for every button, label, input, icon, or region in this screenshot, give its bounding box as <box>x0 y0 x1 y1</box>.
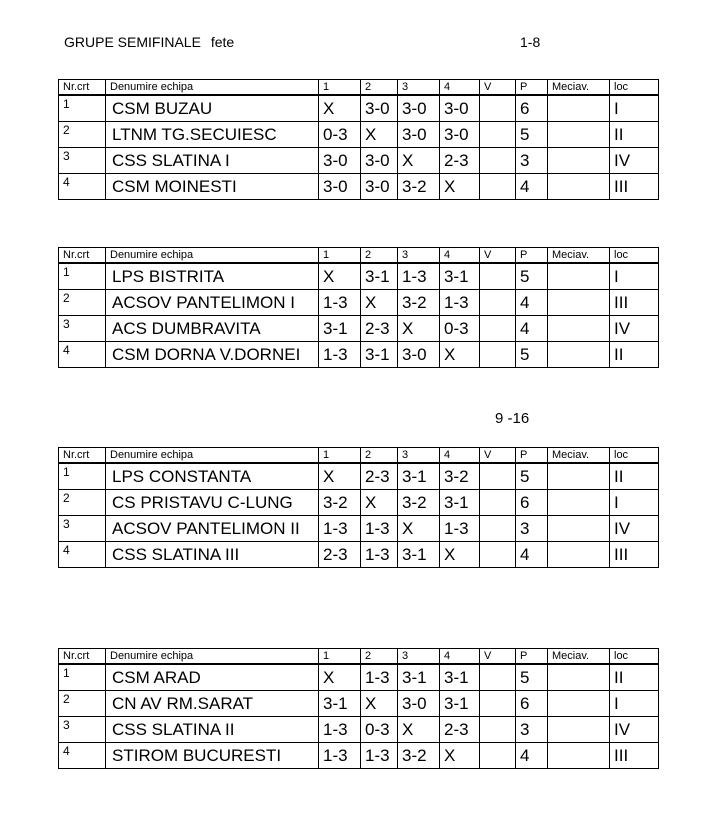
table-row <box>59 691 659 717</box>
cell-result-1: 1-3 <box>319 290 361 316</box>
cell-v <box>480 463 516 490</box>
column-header-result-1: 1 <box>319 649 361 665</box>
cell-team: ACSOV PANTELIMON I <box>106 290 319 316</box>
cell-loc: IV <box>610 516 659 542</box>
cell-meciav <box>548 263 610 290</box>
cell-nr: 3 <box>59 516 106 542</box>
cell-result-4: 3-0 <box>440 95 480 122</box>
cell-nr: 2 <box>59 691 106 717</box>
group-table-4 <box>58 648 659 769</box>
table-row <box>59 290 659 316</box>
cell-result-1: 1-3 <box>319 743 361 769</box>
header-row <box>59 80 659 96</box>
table-row <box>59 95 659 122</box>
cell-result-3: 3-1 <box>398 664 440 691</box>
header-row <box>59 248 659 264</box>
cell-p: 6 <box>516 95 548 122</box>
cell-v <box>480 691 516 717</box>
column-header-v: V <box>480 649 516 665</box>
cell-result-3: 1-3 <box>398 263 440 290</box>
cell-result-1: X <box>319 664 361 691</box>
cell-team: LTNM TG.SECUIESC <box>106 122 319 148</box>
cell-nr: 4 <box>59 743 106 769</box>
column-header-result-1: 1 <box>319 80 361 96</box>
cell-v <box>480 148 516 174</box>
cell-team: LPS CONSTANTA <box>106 463 319 490</box>
cell-meciav <box>548 122 610 148</box>
cell-v <box>480 263 516 290</box>
cell-meciav <box>548 290 610 316</box>
column-header-loc: loc <box>610 248 659 264</box>
column-header-nr: Nr.crt <box>59 80 106 96</box>
table-row <box>59 490 659 516</box>
cell-result-2: 3-0 <box>361 148 398 174</box>
cell-result-2: 2-3 <box>361 316 398 342</box>
cell-result-3: 3-0 <box>398 342 440 368</box>
cell-nr: 1 <box>59 95 106 122</box>
column-header-p: P <box>516 80 548 96</box>
cell-result-2: X <box>361 490 398 516</box>
cell-nr: 4 <box>59 542 106 568</box>
cell-loc: IV <box>610 316 659 342</box>
page-title <box>64 34 234 50</box>
cell-loc: III <box>610 743 659 769</box>
column-header-result-4: 4 <box>440 448 480 464</box>
column-header-result-1: 1 <box>319 448 361 464</box>
column-header-result-2: 2 <box>361 248 398 264</box>
cell-p: 5 <box>516 122 548 148</box>
cell-loc: III <box>610 174 659 200</box>
cell-meciav <box>548 743 610 769</box>
table-row <box>59 516 659 542</box>
cell-result-3: 3-2 <box>398 490 440 516</box>
cell-p: 3 <box>516 148 548 174</box>
cell-result-4: 2-3 <box>440 717 480 743</box>
header-row <box>59 448 659 464</box>
cell-p: 5 <box>516 463 548 490</box>
cell-team: CN AV RM.SARAT <box>106 691 319 717</box>
cell-result-3: 3-0 <box>398 691 440 717</box>
table-row <box>59 664 659 691</box>
cell-meciav <box>548 542 610 568</box>
cell-result-2: 1-3 <box>361 664 398 691</box>
cell-nr: 4 <box>59 342 106 368</box>
cell-loc: I <box>610 490 659 516</box>
cell-result-2: 3-1 <box>361 263 398 290</box>
column-header-result-2: 2 <box>361 448 398 464</box>
cell-result-3: X <box>398 516 440 542</box>
cell-nr: 3 <box>59 316 106 342</box>
column-header-result-4: 4 <box>440 80 480 96</box>
column-header-team: Denumire echipa <box>106 649 319 665</box>
cell-nr: 3 <box>59 717 106 743</box>
column-header-loc: loc <box>610 448 659 464</box>
cell-result-1: 3-0 <box>319 174 361 200</box>
cell-result-1: X <box>319 95 361 122</box>
column-header-p: P <box>516 248 548 264</box>
cell-p: 4 <box>516 316 548 342</box>
column-header-p: P <box>516 448 548 464</box>
column-header-result-3: 3 <box>398 80 440 96</box>
cell-p: 4 <box>516 542 548 568</box>
cell-result-4: X <box>440 174 480 200</box>
column-header-v: V <box>480 80 516 96</box>
table-row <box>59 717 659 743</box>
table-row <box>59 122 659 148</box>
cell-team: CSM MOINESTI <box>106 174 319 200</box>
cell-loc: I <box>610 95 659 122</box>
cell-p: 6 <box>516 691 548 717</box>
cell-nr: 3 <box>59 148 106 174</box>
cell-result-4: X <box>440 743 480 769</box>
column-header-result-4: 4 <box>440 248 480 264</box>
column-header-team: Denumire echipa <box>106 448 319 464</box>
cell-team: ACSOV PANTELIMON II <box>106 516 319 542</box>
cell-meciav <box>548 174 610 200</box>
cell-result-3: 3-1 <box>398 542 440 568</box>
table-row <box>59 174 659 200</box>
cell-result-2: 1-3 <box>361 743 398 769</box>
cell-meciav <box>548 316 610 342</box>
cell-loc: III <box>610 542 659 568</box>
cell-loc: I <box>610 263 659 290</box>
column-header-result-3: 3 <box>398 248 440 264</box>
cell-v <box>480 290 516 316</box>
range-label-top: 1-8 <box>520 34 541 50</box>
column-header-result-2: 2 <box>361 80 398 96</box>
cell-result-3: 3-2 <box>398 743 440 769</box>
cell-p: 4 <box>516 290 548 316</box>
table-row <box>59 263 659 290</box>
cell-result-1: 3-1 <box>319 316 361 342</box>
cell-result-3: X <box>398 316 440 342</box>
cell-meciav <box>548 148 610 174</box>
cell-p: 6 <box>516 490 548 516</box>
cell-p: 5 <box>516 664 548 691</box>
table-row <box>59 542 659 568</box>
cell-meciav <box>548 463 610 490</box>
group-table-1 <box>58 79 659 200</box>
cell-p: 4 <box>516 743 548 769</box>
cell-result-3: 3-2 <box>398 290 440 316</box>
cell-result-2: 0-3 <box>361 717 398 743</box>
cell-p: 3 <box>516 717 548 743</box>
cell-result-2: 2-3 <box>361 463 398 490</box>
cell-result-2: 3-1 <box>361 342 398 368</box>
cell-result-1: X <box>319 263 361 290</box>
cell-result-2: X <box>361 691 398 717</box>
cell-team: CSM ARAD <box>106 664 319 691</box>
cell-team: CSS SLATINA II <box>106 717 319 743</box>
cell-result-2: 1-3 <box>361 542 398 568</box>
cell-meciav <box>548 516 610 542</box>
column-header-nr: Nr.crt <box>59 448 106 464</box>
cell-meciav <box>548 717 610 743</box>
cell-p: 3 <box>516 516 548 542</box>
cell-result-4: X <box>440 342 480 368</box>
cell-team: CSS SLATINA III <box>106 542 319 568</box>
cell-v <box>480 542 516 568</box>
cell-result-4: 1-3 <box>440 290 480 316</box>
cell-p: 5 <box>516 263 548 290</box>
cell-p: 5 <box>516 342 548 368</box>
table-row <box>59 316 659 342</box>
cell-result-1: 3-2 <box>319 490 361 516</box>
column-header-meciav: Meciav. <box>548 80 610 96</box>
table-row <box>59 463 659 490</box>
cell-result-2: 3-0 <box>361 95 398 122</box>
cell-result-4: 3-1 <box>440 664 480 691</box>
cell-result-2: X <box>361 290 398 316</box>
cell-v <box>480 717 516 743</box>
cell-result-4: 3-0 <box>440 122 480 148</box>
column-header-v: V <box>480 248 516 264</box>
cell-result-4: 2-3 <box>440 148 480 174</box>
column-header-team: Denumire echipa <box>106 248 319 264</box>
cell-result-3: 3-0 <box>398 122 440 148</box>
cell-nr: 2 <box>59 122 106 148</box>
cell-v <box>480 122 516 148</box>
cell-result-3: 3-0 <box>398 95 440 122</box>
column-header-result-3: 3 <box>398 649 440 665</box>
column-header-result-2: 2 <box>361 649 398 665</box>
table-row <box>59 743 659 769</box>
cell-result-1: 1-3 <box>319 516 361 542</box>
cell-result-1: 3-0 <box>319 148 361 174</box>
cell-result-3: 3-1 <box>398 463 440 490</box>
cell-nr: 1 <box>59 664 106 691</box>
cell-team: CS PRISTAVU C-LUNG <box>106 490 319 516</box>
header-row <box>59 649 659 665</box>
cell-team: CSM BUZAU <box>106 95 319 122</box>
cell-v <box>480 95 516 122</box>
column-header-v: V <box>480 448 516 464</box>
cell-v <box>480 174 516 200</box>
cell-loc: II <box>610 342 659 368</box>
cell-v <box>480 342 516 368</box>
column-header-meciav: Meciav. <box>548 649 610 665</box>
cell-result-3: X <box>398 148 440 174</box>
cell-result-1: X <box>319 463 361 490</box>
title-subtitle: fete <box>210 34 235 50</box>
cell-v <box>480 316 516 342</box>
cell-v <box>480 490 516 516</box>
cell-loc: II <box>610 122 659 148</box>
cell-team: CSM DORNA V.DORNEI <box>106 342 319 368</box>
cell-loc: II <box>610 463 659 490</box>
cell-result-4: 3-1 <box>440 691 480 717</box>
group-table-3 <box>58 447 659 568</box>
cell-result-1: 3-1 <box>319 691 361 717</box>
cell-nr: 2 <box>59 290 106 316</box>
column-header-result-3: 3 <box>398 448 440 464</box>
cell-meciav <box>548 490 610 516</box>
column-header-result-4: 4 <box>440 649 480 665</box>
column-header-loc: loc <box>610 80 659 96</box>
column-header-result-1: 1 <box>319 248 361 264</box>
cell-loc: II <box>610 664 659 691</box>
cell-p: 4 <box>516 174 548 200</box>
column-header-nr: Nr.crt <box>59 248 106 264</box>
cell-loc: IV <box>610 717 659 743</box>
column-header-nr: Nr.crt <box>59 649 106 665</box>
cell-result-1: 2-3 <box>319 542 361 568</box>
column-header-meciav: Meciav. <box>548 248 610 264</box>
cell-result-3: 3-2 <box>398 174 440 200</box>
column-header-p: P <box>516 649 548 665</box>
cell-result-1: 1-3 <box>319 342 361 368</box>
cell-v <box>480 516 516 542</box>
cell-meciav <box>548 95 610 122</box>
title-text: GRUPE SEMIFINALE <box>64 34 201 50</box>
cell-team: CSS SLATINA I <box>106 148 319 174</box>
group-table-2 <box>58 247 659 368</box>
cell-result-4: X <box>440 542 480 568</box>
cell-nr: 2 <box>59 490 106 516</box>
cell-v <box>480 664 516 691</box>
cell-loc: I <box>610 691 659 717</box>
cell-team: LPS BISTRITA <box>106 263 319 290</box>
cell-team: STIROM BUCURESTI <box>106 743 319 769</box>
cell-nr: 1 <box>59 463 106 490</box>
cell-nr: 1 <box>59 263 106 290</box>
cell-meciav <box>548 342 610 368</box>
cell-loc: IV <box>610 148 659 174</box>
table-row <box>59 342 659 368</box>
column-header-meciav: Meciav. <box>548 448 610 464</box>
cell-result-4: 3-1 <box>440 263 480 290</box>
cell-loc: III <box>610 290 659 316</box>
cell-result-1: 1-3 <box>319 717 361 743</box>
cell-result-2: X <box>361 122 398 148</box>
cell-result-2: 3-0 <box>361 174 398 200</box>
cell-result-1: 0-3 <box>319 122 361 148</box>
cell-v <box>480 743 516 769</box>
cell-nr: 4 <box>59 174 106 200</box>
cell-result-4: 1-3 <box>440 516 480 542</box>
column-header-loc: loc <box>610 649 659 665</box>
cell-result-2: 1-3 <box>361 516 398 542</box>
cell-meciav <box>548 664 610 691</box>
table-row <box>59 148 659 174</box>
column-header-team: Denumire echipa <box>106 80 319 96</box>
cell-result-4: 3-2 <box>440 463 480 490</box>
cell-result-3: X <box>398 717 440 743</box>
range-label-mid: 9 -16 <box>495 410 530 427</box>
cell-meciav <box>548 691 610 717</box>
cell-team: ACS DUMBRAVITA <box>106 316 319 342</box>
cell-result-4: 3-1 <box>440 490 480 516</box>
cell-result-4: 0-3 <box>440 316 480 342</box>
